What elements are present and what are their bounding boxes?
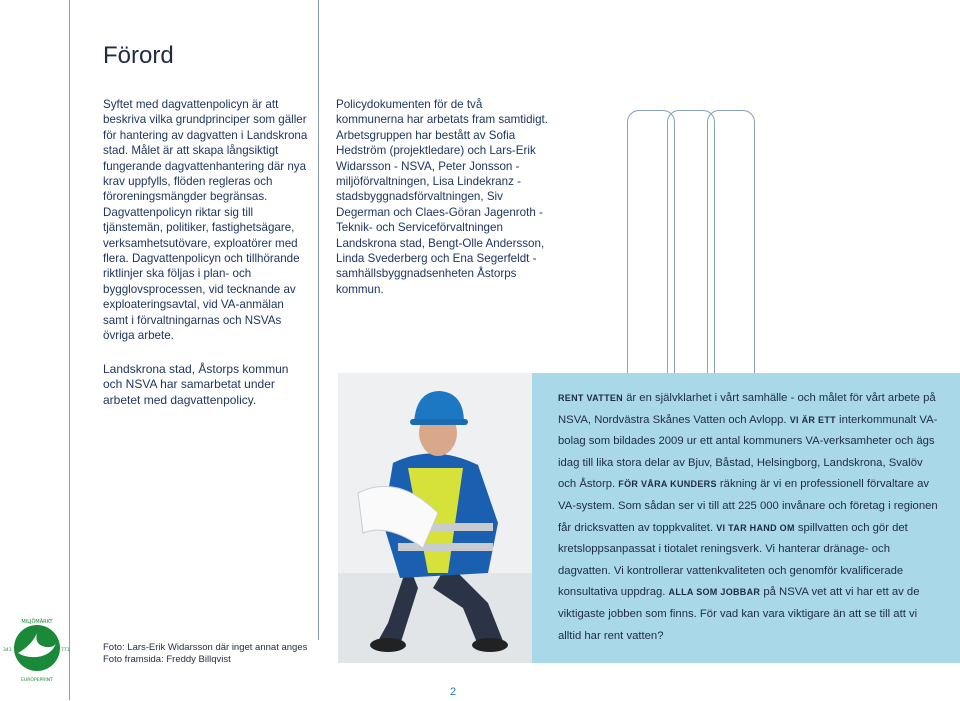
intro-left-column [103,97,311,344]
keyword-alla-som-jobbar: ALLA SOM JOBBAR [668,587,761,598]
margin-line-left [69,0,70,700]
worker-photo [338,373,532,663]
intro-mid-paragraph: Policydokumenten för de två kommunerna har arbetats fram samtidigt. Arbetsgruppen har bestått av Sofia Hedström (projektledare) och Lars-Erik Widarsson - NSVA, Peter Jonsson - miljöförvaltningen, Lisa Lindekranz - stadsbyggnadsförvaltningen, Siv Degerman och Claes-Göran Jagenroth - Teknik- och Serviceförvaltningen Landskrona stad, Bengt-Olle Andersson, Linda Svederberg och Ena Segerfeldt - samhällsbyggnadsenheten Åstorps kommun. [336,98,548,296]
margin-line-mid [318,0,319,640]
keyword-vi-tar-hand-om: VI TAR HAND OM [716,522,795,533]
nsva-info-text: RENT VATTEN är en självklarhet i vårt samhälle - och målet för vårt arbete på NSVA, Nordvästra Skånes Vatten och Avlopp. VI ÄR ETT interkommunalt VA-bolag som bildades 2009 ur ett antal kommuners VA-verksamheter och ägs idag till lika stora delar av Bjuv, Båstad, Helsingborg, Landskrona, Svalöv och Åstorp. FÖR VÅRA KUNDERS räkning är vi en professionell förvaltare av VA-system. Som sådan ser vi till att 225 000 invånare och företag i regionen får dricksvatten av toppkvalitet. VI TAR HAND OM spillvatten och gör det kretsloppsanpassat i tiotalet reningsverk. Vi hanterar dränage- och dagvatten. Vi kontrollerar vattenkvaliteten och genomför kvalificerade konsultativa uppdrag. ALLA SOM JOBBAR på NSVA vet att vi har ett av de viktigaste jobben som finns. För vad kan vara viktigare än att se till att vi alltid har rent vatten? [558,392,938,642]
intro-left-paragraph: Syftet med dagvattenpolicyn är att beskriva vilka grundprinciper som gäller för hantering av dagvatten i Landskrona stad. Målet är att skapa långsiktigt fungerande dagvattenhantering där nya krav uppfylls, flöden regleras och föroreningsmängder begränsas. Dagvattenpolicyn riktar sig till tjänstemän, politiker, fastighetsägare, verksamhetsutövare, exploatörer med flera. Dagvattenpolicyn och tillhörande riktlinjer ska följas i plan- och bygglovsprocessen, vid tecknande av exploateringsavtal, vid VA-anmälan samt i förvaltningarnas och NSVAs övriga arbete. [103,98,308,343]
keyword-rent-vatten: RENT VATTEN [558,393,623,403]
collaboration-note: Landskrona stad, Åstorps kommun och NSVA har samarbetat under arbetet med dagvattenpolicy. [103,362,289,407]
ecolabel-number-right: 771 [61,648,70,653]
keyword-vi-ar-ett: VI ÄR ETT [789,414,836,425]
ecolabel-name: MILJÖMÄRKT [21,619,53,625]
decorative-frame-3 [707,110,755,381]
keyword-for-vara-kunders: FÖR VÅRA KUNDERS [618,479,717,490]
ecolabel-swan-icon [4,615,70,685]
ecolabel-number-left: 341 [3,648,12,653]
ecolabel-bottom-text: EUROPEPRINT [21,678,53,683]
photo-credits: Foto: Lars-Erik Widarsson där inget annat anges Foto framsida: Freddy Billqvist [103,642,308,665]
page-number: 2 [450,686,457,698]
intro-mid-column [336,97,551,297]
page-title: Förord [103,42,174,69]
